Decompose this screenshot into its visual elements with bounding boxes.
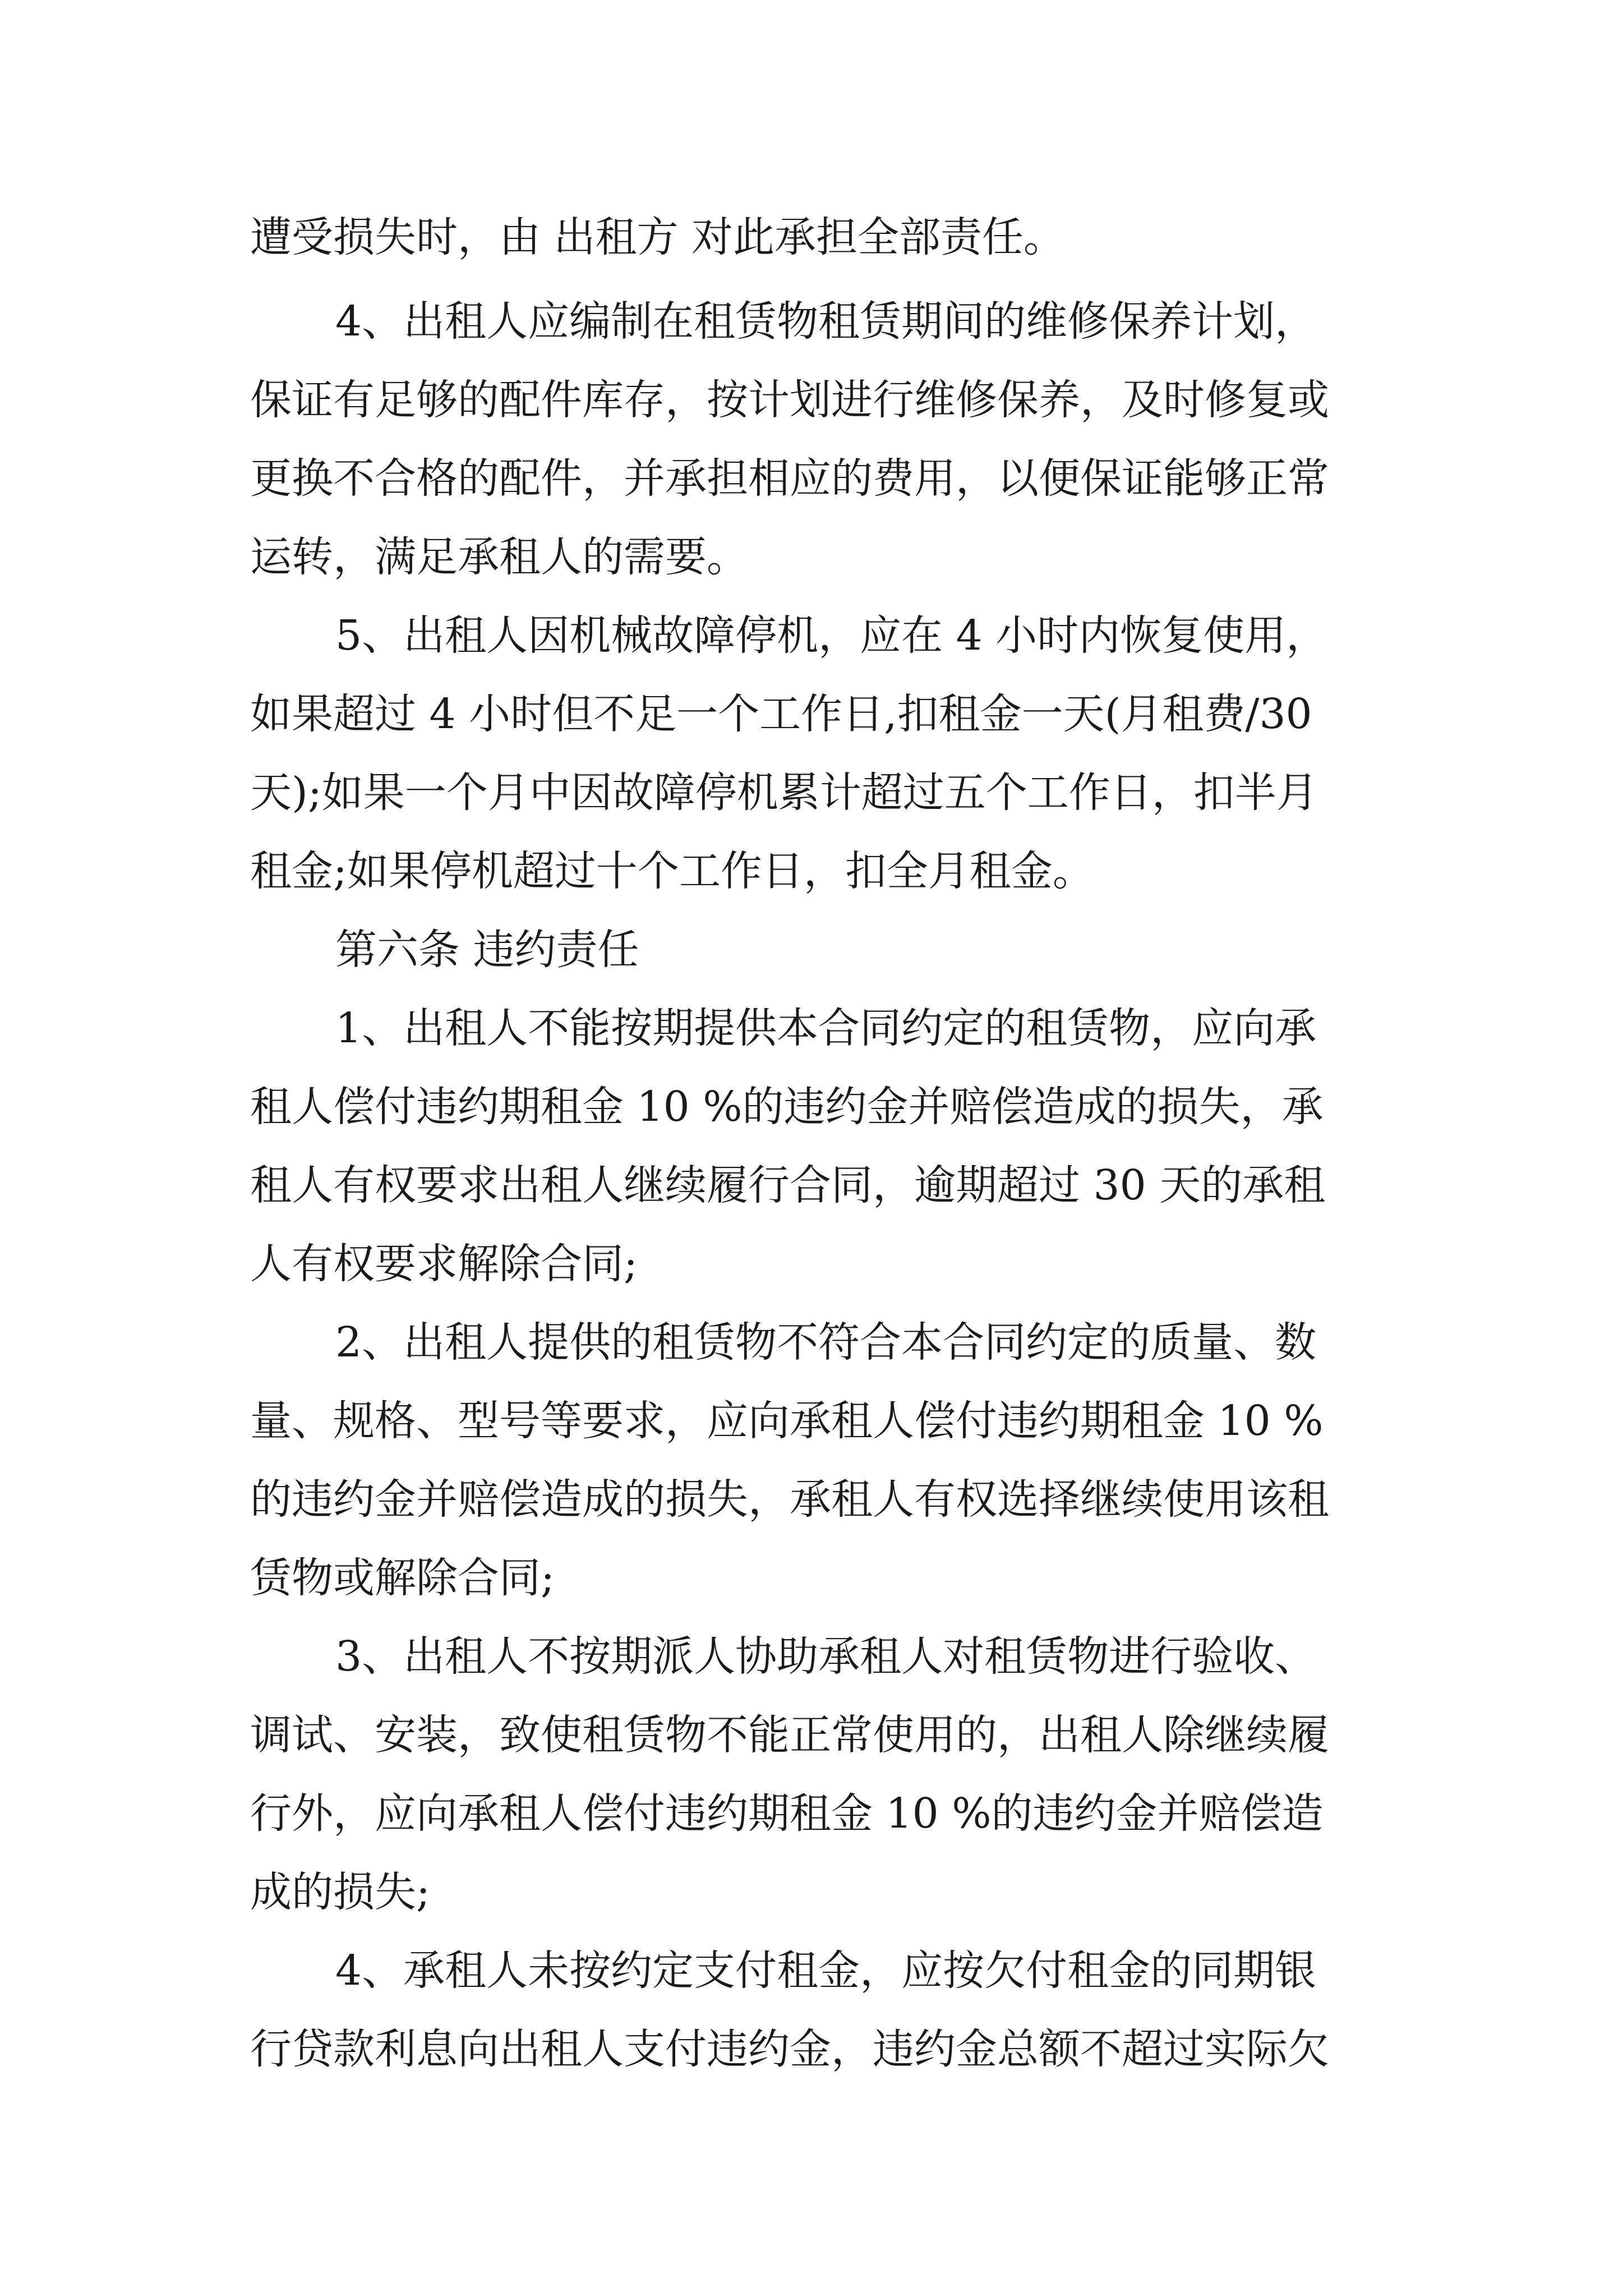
text-line-6: 5、出租人因机械故障停机，应在 4 小时内恢复使用， [335, 611, 1328, 660]
text-line-19: 3、出租人不按期派人协助承租人对租赁物进行验收、 [335, 1632, 1317, 1681]
text-line-7: 如果超过 4 小时但不足一个工作日,扣租金一天(月租费/30 [250, 690, 1312, 738]
text-line-14: 人有权要求解除合同; [250, 1240, 638, 1288]
text-line-21: 行外，应向承租人偿付违约期租金 10 %的违约金并赔偿造 [250, 1789, 1324, 1838]
text-line-2: 4、出租人应编制在租赁物租赁期间的维修保养计划， [335, 297, 1317, 346]
text-line-5: 运转，满足承租人的需要。 [250, 533, 748, 581]
text-line-23: 4、承租人未按约定支付租金，应按欠付租金的同期银 [335, 1947, 1317, 1995]
text-line-12: 租人偿付违约期租金 10 %的违约金并赔偿造成的损失，承 [250, 1083, 1324, 1131]
text-line-16: 量、规格、型号等要求，应向承租人偿付违约期租金 10 % [250, 1397, 1324, 1445]
text-line-3: 保证有足够的配件库存，按计划进行维修保养，及时修复或 [250, 376, 1329, 424]
text-line-20: 调试、安装，致使租赁物不能正常使用的，出租人除继续履 [250, 1711, 1329, 1759]
text-line-8: 天);如果一个月中因故障停机累计超过五个工作日，扣半月 [250, 769, 1318, 817]
text-line-11: 1、出租人不能按期提供本合同约定的租赁物，应向承 [335, 1004, 1317, 1052]
text-line-18: 赁物或解除合同; [250, 1554, 555, 1602]
text-line-22: 成的损失; [250, 1868, 430, 1916]
text-line-13: 租人有权要求出租人继续履行合同，逾期超过 30 天的承租 [250, 1161, 1326, 1209]
text-line-4: 更换不合格的配件，并承担相应的费用，以便保证能够正常 [250, 454, 1329, 503]
text-line-9: 租金;如果停机超过十个工作日，扣全月租金。 [250, 847, 1094, 895]
text-line-15: 2、出租人提供的租赁物不符合本合同约定的质量、数 [335, 1318, 1317, 1366]
text-line-24: 行贷款利息向出租人支付违约金，违约金总额不超过实际欠 [250, 2025, 1329, 2073]
text-line-17: 的违约金并赔偿造成的损失，承租人有权选择继续使用该租 [250, 1475, 1329, 1524]
text-line-1: 遭受损失时，由 出租方 对此承担全部责任。 [250, 213, 1066, 261]
section-heading: 第六条 违约责任 [335, 926, 639, 974]
